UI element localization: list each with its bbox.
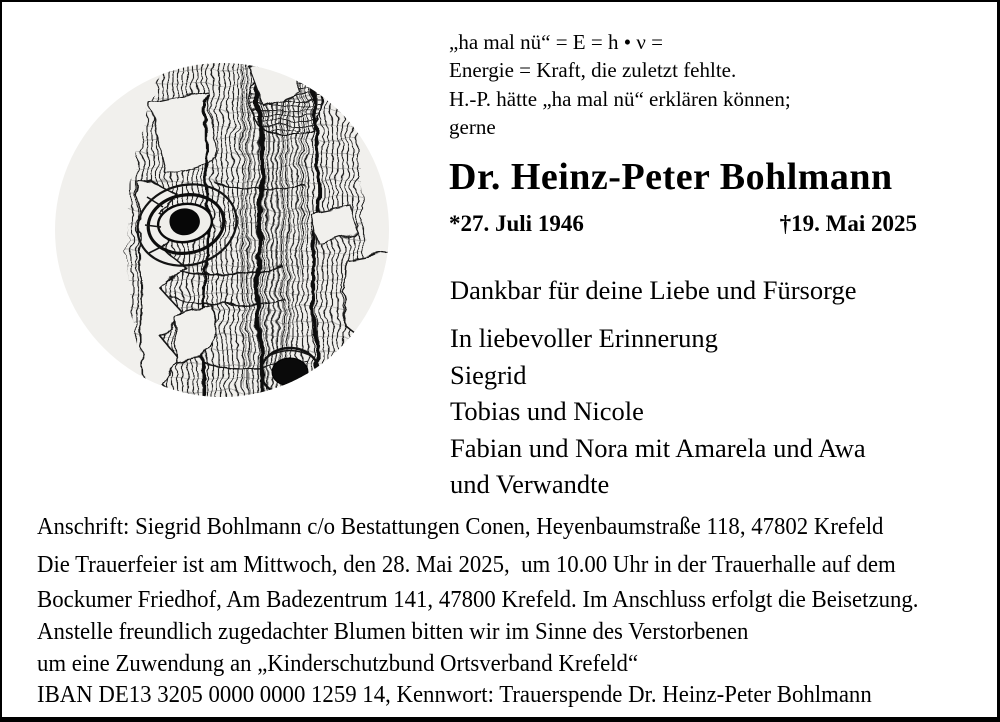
quote-line: H.-P. hätte „ha mal nü“ erklären können; bbox=[449, 86, 791, 111]
address-line: Anschrift: Siegrid Bohlmann c/o Bestattungen Conen, Heyenbaumstraße 118, 47802 Krefeld bbox=[37, 513, 884, 540]
donation-line: um eine Zuwendung an „Kinderschutzbund Ortsverband Krefeld“ bbox=[37, 649, 639, 677]
mourner-line: Siegrid bbox=[450, 359, 527, 390]
contact-address bbox=[37, 511, 947, 546]
donation-line: Anstelle freundlich zugedachter Blumen bitten wir im Sinne des Verstorbenen bbox=[37, 618, 749, 645]
donation-request bbox=[37, 618, 935, 713]
quote-line: gerne bbox=[449, 114, 496, 139]
mourners-list bbox=[450, 320, 866, 503]
tribute-line: Dankbar für deine Liebe und Fürsorge bbox=[450, 275, 857, 305]
funeral-line: Die Trauerfeier ist am Mittwoch, den 28. Mai 2025, um 10.00 Uhr in der Trauerhalle auf dem bbox=[37, 551, 896, 578]
birth-date: *27. Juli 1946 bbox=[449, 211, 584, 236]
mourner-line: Fabian und Nora mit Amarela und Awa bbox=[450, 432, 866, 463]
funeral-details bbox=[37, 549, 985, 619]
tree-bark-drawing-icon bbox=[55, 63, 389, 397]
quote-line: „ha mal nü“ = E = h • ν = bbox=[449, 30, 663, 54]
funeral-line: Bockumer Friedhof, Am Badezentrum 141, 47800 Krefeld. Im Anschluss erfolgt die Beisetzung. bbox=[37, 586, 919, 614]
deceased-name: Dr. Heinz-Peter Bohlmann bbox=[449, 156, 893, 198]
opening-quote bbox=[449, 28, 791, 141]
mourner-line: In liebevoller Erinnerung bbox=[450, 323, 718, 353]
donation-line: IBAN DE13 3205 0000 0000 1259 14, Kennwort: Trauerspende Dr. Heinz-Peter Bohlmann bbox=[37, 681, 872, 709]
mourner-line: und Verwandte bbox=[450, 469, 610, 500]
mourner-line: Tobias und Nicole bbox=[450, 396, 644, 427]
death-date: †19. Mai 2025 bbox=[779, 211, 917, 236]
quote-line: Energie = Kraft, die zuletzt fehlte. bbox=[449, 58, 737, 83]
life-dates bbox=[449, 211, 917, 237]
